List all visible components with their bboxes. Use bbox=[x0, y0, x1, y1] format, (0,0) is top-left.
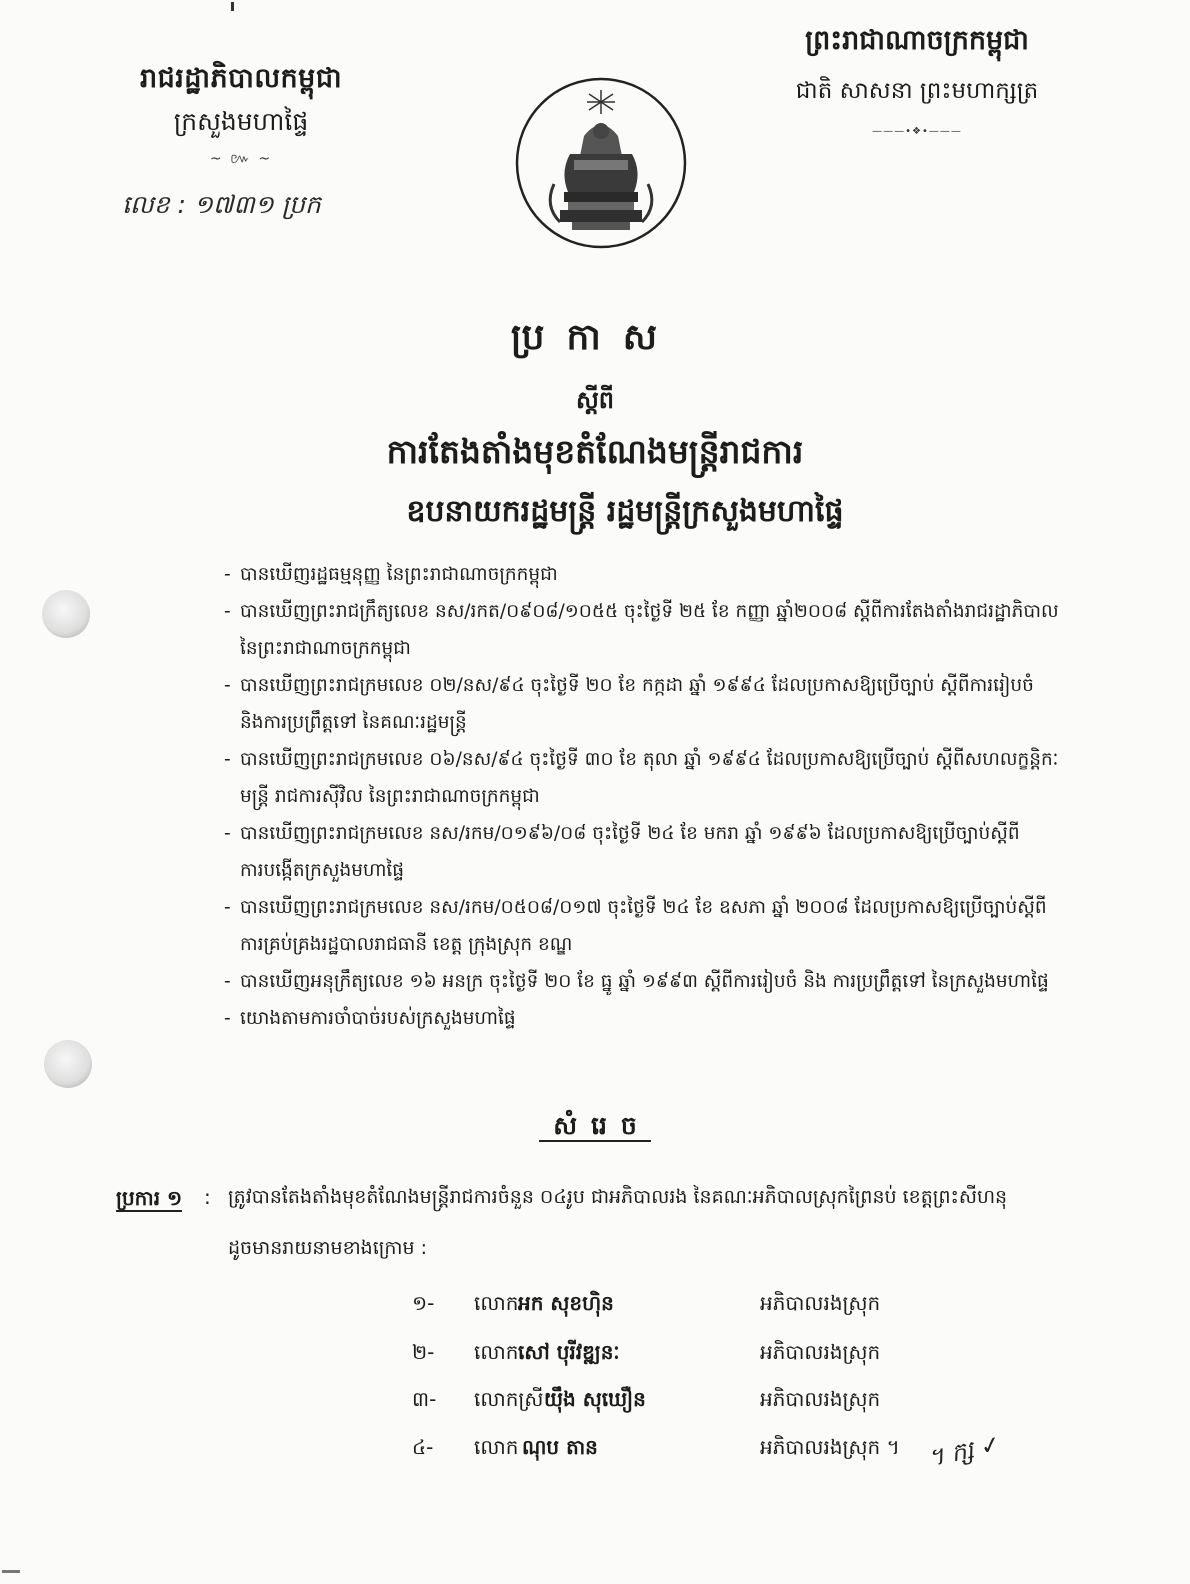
consideration-text-cont: ការគ្រប់គ្រងរដ្ឋបាលរាជធានី ខេត្ត ក្រុងស្រុក ខណ្ឌ bbox=[240, 934, 573, 955]
ministry-header bbox=[96, 62, 386, 170]
handwritten-initials: ។ ក្ស ✓ bbox=[925, 1429, 1004, 1473]
appointee-row bbox=[412, 1386, 972, 1416]
row-number: ១- bbox=[412, 1291, 435, 1315]
article-text: ត្រូវបានតែងតាំងមុខតំណែងមន្ត្រីរាជការចំនួន ០៤រូប ជាអភិបាលរង នៃគណៈអភិបាលស្រុកព្រៃនប់ ខេត្តព្រះសីហនុ bbox=[228, 1186, 1008, 1208]
honorific: លោក bbox=[474, 1435, 519, 1459]
ornament: ~ ៚ ~ bbox=[209, 151, 273, 167]
appointee-row bbox=[412, 1434, 972, 1464]
appointee-row bbox=[412, 1290, 972, 1320]
list-item: - បានឃើញអនុក្រឹត្យលេខ ១៦ អនក្រ ចុះថ្ងៃទី ២០ ខែ ធ្នូ ឆ្នាំ ១៩៩៣ ស្ដីពីការរៀបចំ និង ការប្រព្រឹត្តទៅ នៃក្រសួងមហាផ្ទៃ bbox=[224, 971, 1049, 992]
stray-mark bbox=[231, 2, 234, 11]
appointee-position: អភិបាលរងស្រុក ។ bbox=[760, 1435, 900, 1459]
list-item: - បានឃើញព្រះរាជក្រមលេខ នស/រកម/០៥០៨/០១៧ ចុះថ្ងៃទី ២៤ ខែ ឧសភា ឆ្នាំ ២០០៨ ដែលប្រកាសឱ្យប្រើច្បាប់ស្ដីពី ការគ្រប់គ្រងរដ្ឋបាលរាជធានី ខេត្ត ក្រុងស្រុក ខណ្ឌ bbox=[224, 889, 1164, 963]
consideration-text: បានឃើញរដ្ឋធម្មនុញ្ញ នៃព្រះរាជាណាចក្រកម្ពុជា bbox=[240, 564, 558, 585]
consideration-text: បានឃើញព្រះរាជក្រមលេខ ០៦/នស/៩៤ ចុះថ្ងៃទី ៣០ ខែ តុលា ឆ្នាំ ១៩៩៤ ដែលប្រកាសឱ្យប្រើច្បាប់ ស្ដីពីសហលក្ខន្តិកៈ bbox=[240, 749, 1059, 770]
list-item: - បានឃើញព្រះរាជក្រមលេខ ០៦/នស/៩៤ ចុះថ្ងៃទី ៣០ ខែ តុលា ឆ្នាំ ១៩៩៤ ដែលប្រកាសឱ្យប្រើច្បាប់ ស្ដីពីសហលក្ខន្តិកៈ មន្ត្រី រាជការស៊ីវិល នៃព្រះរាជាណាចក្រកម្ពុជា bbox=[224, 741, 1164, 815]
list-item: - បានឃើញព្រះរាជក្រមលេខ នស/រកម/០១៩៦/០៨ ចុះថ្ងៃទី ២៤ ខែ មករា ឆ្នាំ ១៩៩៦ ដែលប្រកាសឱ្យប្រើច្បាប់ស្ដីពី ការបង្កើតក្រសួងមហាផ្ទៃ bbox=[224, 815, 1164, 889]
ornament: ———•❖•——— bbox=[872, 126, 962, 137]
consideration-text-cont: ការបង្កើតក្រសួងមហាផ្ទៃ bbox=[240, 860, 405, 881]
about-label: ស្ដីពី bbox=[575, 386, 615, 414]
article-label bbox=[116, 1185, 182, 1215]
list-item: - បានឃើញព្រះរាជក្រឹត្យលេខ នស/រកត/០៩០៨/១០៥៥ ចុះថ្ងៃទី ២៥ ខែ កញ្ញា ឆ្នាំ២០០៨ ស្ដីពីការតែងតាំងរាជរដ្ឋាភិបាល នៃព្រះរាជាណាចក្រកម្ពុជា bbox=[224, 593, 1164, 667]
list-item: - យោងតាមការចាំបាច់របស់ក្រសួងមហាផ្ទៃ bbox=[224, 1008, 516, 1029]
appointee-name: អក សុខហ៊ិន bbox=[518, 1291, 614, 1315]
appointee-row bbox=[412, 1339, 972, 1369]
punch-hole bbox=[42, 590, 90, 638]
appointee-name: ណុប តាន bbox=[522, 1435, 598, 1459]
appointee-position: អភិបាលរងស្រុក bbox=[760, 1291, 881, 1315]
appointee-position: អភិបាលរងស្រុក bbox=[760, 1387, 881, 1411]
document-subject: ការតែងតាំងមុខតំណែងមន្ត្រីរាជការ bbox=[386, 432, 804, 471]
government-name: រាជរដ្ឋាភិបាលកម្ពុជា bbox=[139, 63, 343, 94]
ministry-name: ក្រសួងមហាផ្ទៃ bbox=[173, 107, 309, 136]
appointee-name: យ៉ឹង សុឃឿន bbox=[544, 1387, 646, 1411]
consideration-text: បានឃើញអនុក្រឹត្យលេខ ១៦ អនក្រ ចុះថ្ងៃទី ២០ ខែ ធ្នូ ឆ្នាំ ១៩៩៣ ស្ដីពីការរៀបចំ និង ការប្រព្រឹត្តទៅ នៃក្រសួងមហាផ្ទៃ bbox=[240, 971, 1049, 992]
row-number: ៤- bbox=[412, 1435, 434, 1459]
honorific: លោក bbox=[474, 1291, 519, 1315]
decision-label: សំរេច bbox=[539, 1111, 651, 1142]
royal-emblem-icon bbox=[514, 76, 688, 250]
consideration-text-cont: នៃព្រះរាជាណាចក្រកម្ពុជា bbox=[240, 638, 411, 659]
reference-number: លេខ : ១៧៣១ ប្រក bbox=[122, 190, 321, 219]
consideration-text: បានឃើញព្រះរាជក្រឹត្យលេខ នស/រកត/០៩០៨/១០៥៥ ចុះថ្ងៃទី ២៥ ខែ កញ្ញា ឆ្នាំ២០០៨ ស្ដីពីការតែងតាំងរាជរដ្ឋាភិបាល bbox=[240, 601, 1059, 622]
article-text-cont: ដូចមានរាយនាមខាងក្រោម : bbox=[228, 1237, 428, 1259]
row-number: ២- bbox=[412, 1340, 435, 1364]
kingdom-header bbox=[752, 24, 1082, 137]
consideration-text-cont: មន្ត្រី រាជការស៊ីវិល នៃព្រះរាជាណាចក្រកម្ពុជា bbox=[240, 786, 540, 807]
national-motto: ជាតិ សាសនា ព្រះមហាក្សត្រ bbox=[795, 78, 1039, 104]
kingdom-name: ព្រះរាជាណាចក្រកម្ពុជា bbox=[805, 25, 1029, 56]
consideration-text: យោងតាមការចាំបាច់របស់ក្រសួងមហាផ្ទៃ bbox=[240, 1008, 516, 1029]
consideration-text: បានឃើញព្រះរាជក្រមលេខ នស/រកម/០៥០៨/០១៧ ចុះថ្ងៃទី ២៤ ខែ ឧសភា ឆ្នាំ ២០០៨ ដែលប្រកាសឱ្យប្រើច្បាប់ស្ដីពី bbox=[240, 897, 1047, 918]
list-item: - បានឃើញរដ្ឋធម្មនុញ្ញ នៃព្រះរាជាណាចក្រកម្ពុជា bbox=[224, 564, 558, 585]
row-number: ៣- bbox=[412, 1387, 437, 1411]
honorific: លោក bbox=[474, 1340, 519, 1364]
decision-heading bbox=[0, 1111, 1190, 1147]
document-type: ប្រកាស bbox=[510, 317, 680, 358]
consideration-text: បានឃើញព្រះរាជក្រមលេខ នស/រកម/០១៩៦/០៨ ចុះថ្ងៃទី ២៤ ខែ មករា ឆ្នាំ ១៩៩៦ ដែលប្រកាសឱ្យប្រើច្បាប់ស្ដីពី bbox=[240, 823, 1020, 844]
stray-mark bbox=[2, 1570, 20, 1573]
consideration-text-cont: និងការប្រព្រឹត្តទៅ នៃគណៈរដ្ឋមន្ត្រី bbox=[240, 712, 467, 733]
honorific: លោកស្រី bbox=[474, 1387, 544, 1411]
article-number: ប្រការ ១ bbox=[116, 1186, 183, 1210]
appointee-position: អភិបាលរងស្រុក bbox=[760, 1340, 881, 1364]
appointee-name: សៅ បុរីវឌ្ឍនៈ bbox=[518, 1340, 620, 1364]
considerations-list bbox=[224, 556, 1164, 1037]
punch-hole bbox=[44, 1040, 92, 1088]
consideration-text: បានឃើញព្រះរាជក្រមលេខ ០២/នស/៩៤ ចុះថ្ងៃទី ២០ ខែ កក្កដា ឆ្នាំ ១៩៩៤ ដែលប្រកាសឱ្យប្រើច្បាប់ ស្ដីពីការរៀបចំ bbox=[240, 675, 1034, 696]
list-item: - បានឃើញព្រះរាជក្រមលេខ ០២/នស/៩៤ ចុះថ្ងៃទី ២០ ខែ កក្កដា ឆ្នាំ ១៩៩៤ ដែលប្រកាសឱ្យប្រើច្បាប់ ស្ដីពីការរៀបចំ និងការប្រព្រឹត្តទៅ នៃគណៈរដ្ឋមន្ត្រី bbox=[224, 667, 1164, 741]
article-colon: : bbox=[204, 1185, 211, 1209]
issuer-title: ឧបនាយករដ្ឋមន្ត្រី រដ្ឋមន្ត្រីក្រសួងមហាផ្ទៃ bbox=[406, 494, 844, 529]
